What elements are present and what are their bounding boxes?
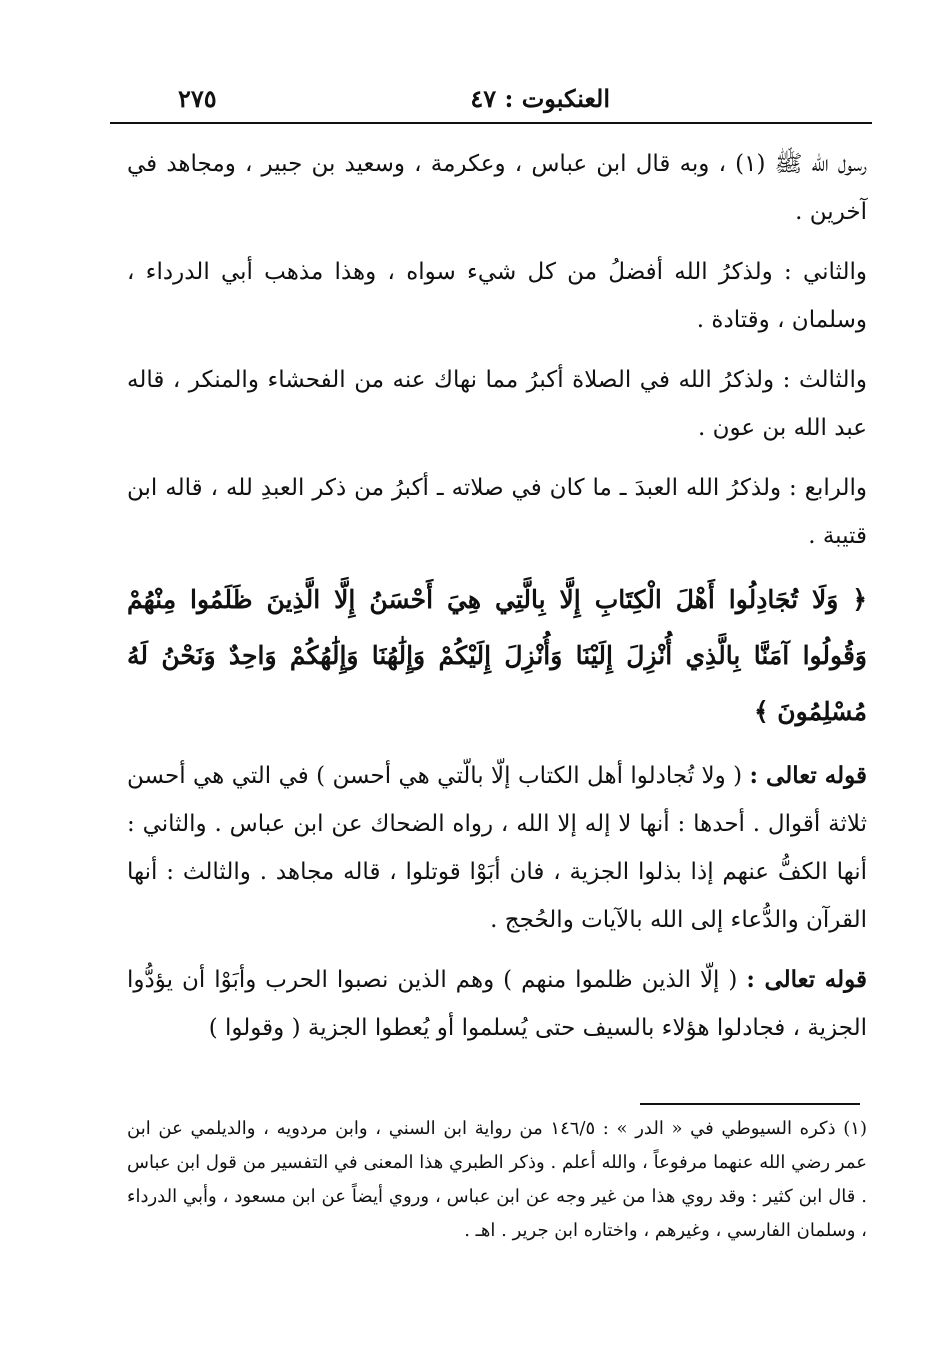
commentary-paragraph [127,956,867,1052]
paragraph: والثاني : ولذكرُ الله أفضلُ من كل شيء سواه ، وهذا مذهب أبي الدرداء ، وسلمان ، وقتادة . [127,259,867,333]
commentary-paragraph [127,752,867,944]
quran-verse: ﴿ وَلَا تُجَادِلُوا أَهْلَ الْكِتَابِ إِلَّا بِالَّتِي هِيَ أَحْسَنُ إِلَّا الَّذِينَ ظَلَمُوا مِنْهُمْ وَقُولُوا آمَنَّا بِالَّذِي أُنْزِلَ إِلَيْنَا وَأُنْزِلَ إِلَيْكُمْ وَإِلَٰهُنَا وَإِلَٰهُكُمْ وَاحِدٌ وَنَحْنُ لَهُ مُسْلِمُونَ ﴾ [127,585,867,726]
commentary-text: ( ولا تُجادلوا أهل الكتاب إلّا بالّتي هي أحسن ) في التي هي أحسن ثلاثة أقوال . أحدها : أنها لا إله إلا الله ، رواه الضحاك عن ابن عباس . والثاني : أنها الكفُّ عنهم إذا بذلوا الجزية ، فان أبَوْا قوتلوا ، قاله مجاهد . والثالث : أنها القرآن والدُّعاء إلى الله بالآيات والحُجج . [127,763,867,933]
paragraph: والرابع : ولذكرُ الله العبدَ ـ ما كان في صلاته ـ أكبرُ من ذكر العبدِ لله ، قاله ابن قتيبة . [127,475,867,549]
paragraph: رسول الله ﷺ (١) ، وبه قال ابن عباس ، وعكرمة ، وسعيد بن جبير ، ومجاهد في آخرين . [127,151,867,225]
commentary-label: قوله تعالى : [746,966,867,993]
paragraph: والثالث : ولذكرُ الله في الصلاة أكبرُ مما نهاك عنه من الفحشاء والمنكر ، قاله عبد الله بن عون . [127,367,867,441]
commentary-label: قوله تعالى : [749,762,868,789]
main-text [127,140,867,1064]
page-number: ٢٧٥ [178,84,217,113]
surah-reference: العنكبوت : ٤٧ [470,84,610,113]
footnote: (١) ذكره السيوطي في « الدر » : ١٤٦/٥ من رواية ابن السني ، وابن مردويه ، والديلمي عن ابن عمر رضي الله عنهما مرفوعاً ، والله أعلم . وذكر الطبري هذا المعنى في التفسير من قول ابن عباس . قال ابن كثير : وقد روي هذا من غير وجه عن ابن عباس ، وروي أيضاً عن ابن مسعود ، وأبي الدرداء ، وسلمان الفارسي ، وغيرهم ، واختاره ابن جرير . اهـ . [127,1118,867,1241]
footnote-rule [640,1103,860,1105]
header-rule [110,122,872,124]
running-header [130,84,872,124]
footnotes [127,1112,867,1248]
commentary-text: ( إلّا الذين ظلموا منهم ) وهم الذين نصبوا الحرب وأبَوْا أن يؤدُّوا الجزية ، فجادلوا هؤلاء بالسيف حتى يُسلموا أو يُعطوا الجزية ( وقولوا ) [127,967,867,1041]
